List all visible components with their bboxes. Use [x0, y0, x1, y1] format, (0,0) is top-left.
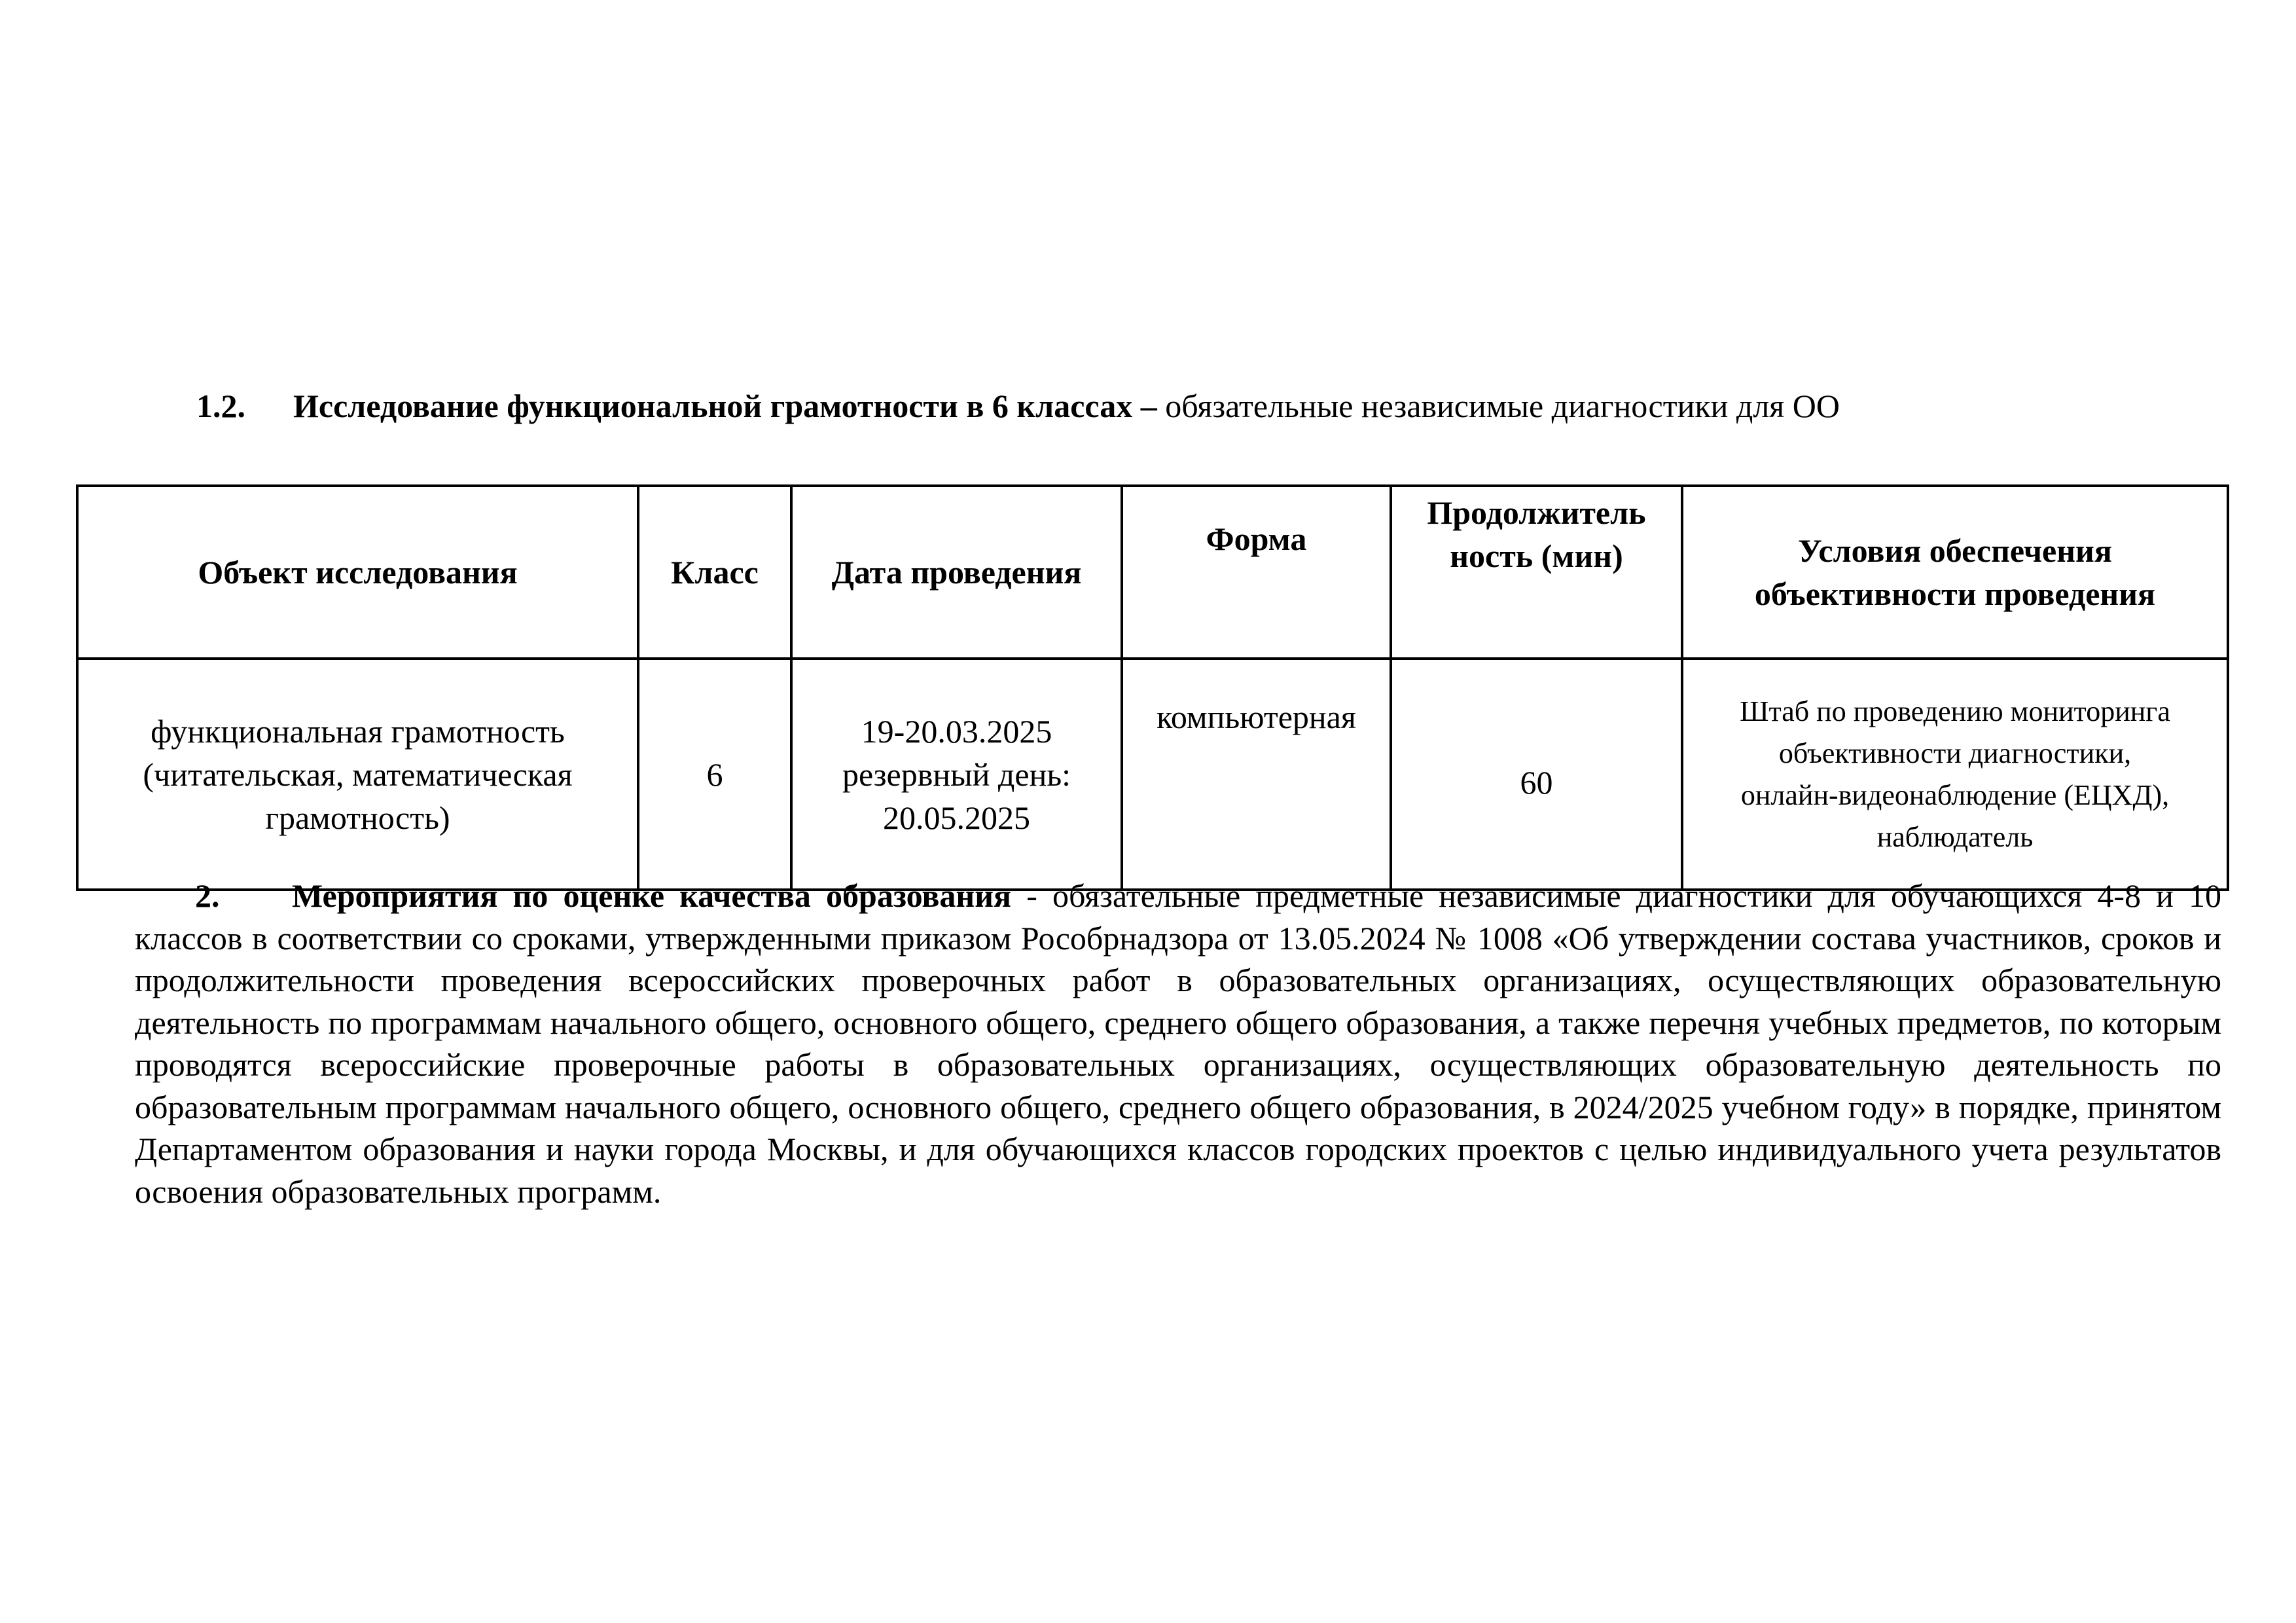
diagnostics-table	[76, 484, 2229, 891]
cell-date-line3: 20.05.2025	[883, 799, 1030, 836]
cell-object-line1: функциональная грамотность	[151, 712, 565, 750]
section-number: 1.2.	[196, 388, 245, 424]
header-duration-line1: Продолжитель	[1427, 494, 1646, 531]
section-1-2-heading	[196, 385, 2225, 427]
header-duration-line2: ность (мин)	[1450, 538, 1623, 574]
cell-duration: 60	[1391, 659, 1682, 890]
cell-object	[77, 659, 638, 890]
cell-conditions-line4: наблюдатель	[1876, 820, 2034, 853]
section-2-text: - обязательные предметные независимые диагностики для обучающихся 4-8 и 10 классов в соответствии со сроками, утвержденными приказом Рособрнадзора от 13.05.2024 № 1008 «Об утверждении состава участников, сроков и продолжительности проведения всероссийских проверочных работ в образовательных организациях, осуществляющих образовательную деятельность по программам начального общего, основного общего, среднего общего образования, а также перечня учебных предметов, по которым проводятся всероссийские проверочные работы в образовательных организациях, осуществляющих образовательную деятельность по образовательным программам начального общего, основного общего, среднего общего образования, в 2024/2025 учебном году» в порядке, принятом Департаментом образования и науки города Москвы, и для обучающихся классов городских проектов с целью индивидуального учета результатов освоения образовательных программ.	[135, 877, 2221, 1210]
section-description: обязательные независимые диагностики для ОО	[1165, 388, 1840, 424]
header-conditions	[1682, 486, 2228, 659]
cell-form: компьютерная	[1122, 659, 1391, 890]
header-duration	[1391, 486, 1682, 659]
cell-object-line2: (читательская, математическая	[143, 756, 573, 793]
cell-conditions-line1: Штаб по проведению мониторинга	[1740, 695, 2170, 727]
section-2-title: Мероприятия по оценке качества образования	[292, 877, 1012, 914]
cell-object-line3: грамотность)	[265, 799, 450, 836]
header-conditions-line2: объективности проведения	[1754, 575, 2156, 612]
header-form: Форма	[1122, 486, 1391, 659]
header-date: Дата проведения	[791, 486, 1122, 659]
header-grade: Класс	[638, 486, 791, 659]
table-row	[77, 659, 2228, 890]
cell-date-line2: резервный день:	[842, 756, 1071, 793]
cell-date	[791, 659, 1122, 890]
cell-conditions-line2: объективности диагностики,	[1778, 737, 2132, 769]
header-conditions-line1: Условия обеспечения	[1798, 532, 2112, 569]
cell-conditions-line3: онлайн-видеонаблюдение (ЕЦХД),	[1740, 778, 2170, 811]
section-dash: –	[1132, 388, 1166, 424]
section-2-number: 2.	[195, 877, 220, 914]
cell-conditions	[1682, 659, 2228, 890]
section-title: Исследование функциональной грамотности в 6 классах	[293, 388, 1133, 424]
header-object: Объект исследования	[77, 486, 638, 659]
cell-date-line1: 19-20.03.2025	[861, 712, 1052, 750]
cell-grade: 6	[638, 659, 791, 890]
table-header-row	[77, 486, 2228, 659]
section-2-paragraph	[135, 875, 2221, 1213]
